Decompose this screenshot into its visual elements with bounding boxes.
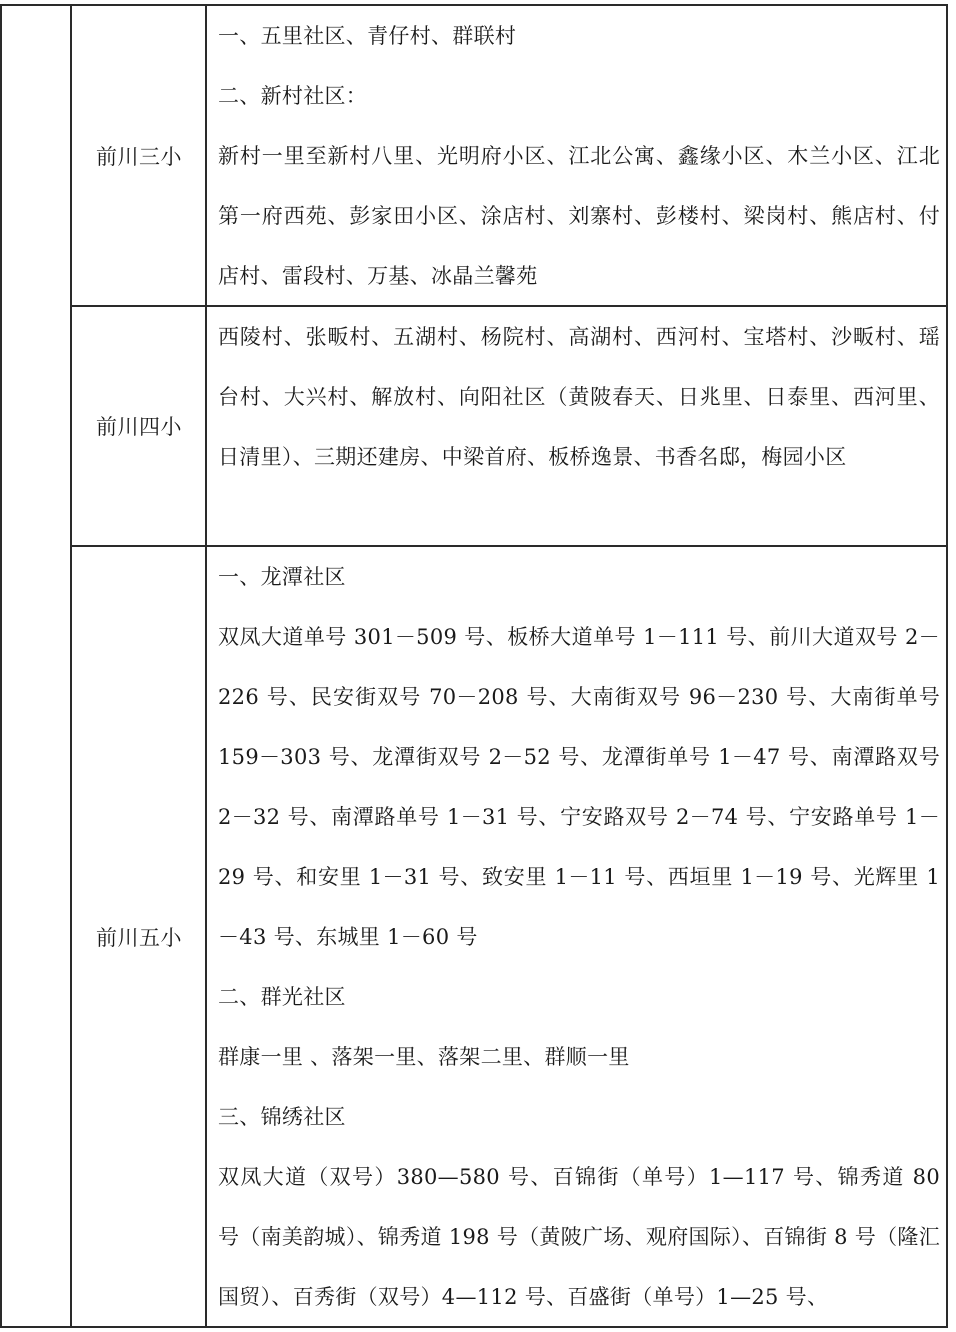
table-right-border <box>946 4 948 1328</box>
district-area-cell <box>218 547 940 1327</box>
school-name: 前川三小 <box>96 144 182 169</box>
district-area-cell <box>218 307 940 487</box>
table-left-border <box>0 4 2 1328</box>
school-name-cell <box>72 6 206 305</box>
school-name: 前川五小 <box>96 925 182 950</box>
district-paragraph: 一、龙潭社区 <box>218 565 346 589</box>
school-name: 前川四小 <box>96 415 182 439</box>
district-paragraph: 西陵村、张畈村、五湖村、杨院村、高湖村、西河村、宝塔村、沙畈村、瑶台村、大兴村、解放村、向阳社区（黄陂春天、日兆里、日泰里、西河里、日清里）、三期还建房、中梁首府、板桥逸景、书香名邸，梅园小区 <box>218 325 940 469</box>
district-area-cell <box>218 6 940 306</box>
school-district-table <box>0 4 948 1328</box>
district-paragraph: 双凤大道（双号）380—580 号、百锦街（单号）1—117 号、锦秀道 80 号（南美韵城）、锦秀道 198 号（黄陂广场、观府国际）、百锦街 8 号（隆汇国贸）、百秀街（双号）4—112 号、百盛街（单号）1—25 号、 <box>218 1165 940 1309</box>
district-paragraph: 双凤大道单号 301－509 号、板桥大道单号 1－111 号、前川大道双号 2－226 号、民安街双号 70－208 号、大南街双号 96－230 号、大南街单号 159－303 号、龙潭街双号 2－52 号、龙潭街单号 1－47 号、南潭路双号 2－32 号、南潭路单号 1－31 号、宁安路双号 2－74 号、宁安路单号 1－29 号、和安里 1－31 号、致安里 1－11 号、西垣里 1－19 号、光辉里 1－43 号、东城里 1－60 号 <box>218 625 940 949</box>
school-name-cell <box>72 547 206 1326</box>
district-paragraph: 二、新村社区： <box>218 84 368 108</box>
district-paragraph: 一、五里社区、青仔村、群联村 <box>218 24 517 48</box>
district-paragraph: 二、群光社区 <box>218 985 346 1009</box>
district-paragraph: 三、锦绣社区 <box>218 1105 346 1129</box>
district-paragraph: 群康一里 、落架一里、落架二里、群顺一里 <box>218 1045 630 1069</box>
district-paragraph: 新村一里至新村八里、光明府小区、江北公寓、鑫缘小区、木兰小区、江北第一府西苑、彭家田小区、涂店村、刘寨村、彭楼村、梁岗村、熊店村、付店村、雷段村、万基、冰晶兰馨苑 <box>218 144 940 288</box>
school-name-cell <box>72 307 206 545</box>
